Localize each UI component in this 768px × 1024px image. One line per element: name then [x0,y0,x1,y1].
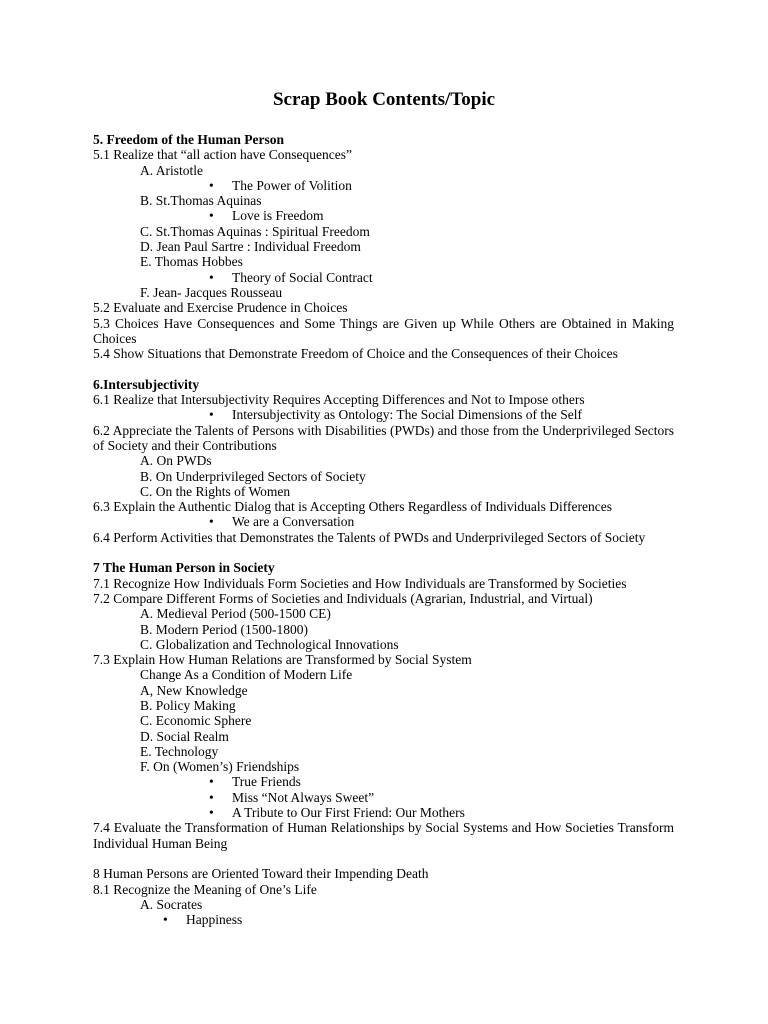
item-7-3-f: F. On (Women’s) Friendships [140,759,300,775]
bullet-item: • Intersubjectivity as Ontology: The Social Dimensions of the Self [209,407,582,423]
section-7-heading: 7 The Human Person in Society [93,560,275,576]
bullet-icon: • [163,912,168,928]
item-7-3-d: D. Social Realm [140,728,229,744]
item-6-2-c: C. On the Rights of Women [140,483,291,499]
bullet-item: • Theory of Social Contract [209,269,373,285]
bullet-icon: • [209,177,214,193]
item-5-4: 5.4 Show Situations that Demonstrate Freedom of Choice and the Consequences of their Choices [93,346,618,362]
section-6-heading: 6.Intersubjectivity [93,376,200,392]
item-7-3-b: B. Policy Making [140,697,236,713]
item-7-3-c: C. Economic Sphere [140,713,252,729]
item-5-1-e: E. Thomas Hobbes [140,254,243,270]
bullet-icon: • [209,514,214,530]
item-5-1-a: A. Aristotle [140,162,203,178]
bullet-icon: • [209,407,214,423]
bullet-icon: • [209,269,214,285]
item-7-2: 7.2 Compare Different Forms of Societies and Individuals (Agrarian, Industrial, and Virtual) [93,590,593,606]
document-body [93,132,674,927]
bullet-item: • Miss “Not Always Sweet” [209,789,375,805]
item-7-1: 7.1 Recognize How Individuals Form Societies and How Individuals are Transformed by Societies [93,575,627,591]
item-5-1-d: D. Jean Paul Sartre : Individual Freedom [140,239,361,255]
section-5-heading: 5. Freedom of the Human Person [93,132,284,147]
item-6-3: 6.3 Explain the Authentic Dialog that is Accepting Others Regardless of Individuals Differences [93,499,612,515]
bullet-item: • We are a Conversation [209,514,355,530]
item-7-2-b: B. Modern Period (1500-1800) [140,621,308,637]
page-title: Scrap Book Contents/Topic [272,89,496,110]
item-7-3-sub: Change As a Condition of Modern Life [140,667,353,683]
item-6-2: 6.2 Appreciate the Talents of Persons with Disabilities (PWDs) and those from the Underprivileged Sectors of Society and their Contributions [93,422,674,453]
item-6-2-a: A. On PWDs [140,453,212,469]
bullet-item: • A Tribute to Our First Friend: Our Mothers [209,805,465,821]
item-7-3: 7.3 Explain How Human Relations are Transformed by Social System [93,652,472,668]
item-5-1-f: F. Jean- Jacques Rousseau [140,284,283,300]
item-8-1-a: A. Socrates [140,896,203,912]
item-5-1: 5.1 Realize that “all action have Consequences” [93,147,353,163]
item-5-1-c: C. St.Thomas Aquinas : Spiritual Freedom [140,223,370,239]
item-6-1: 6.1 Realize that Intersubjectivity Requires Accepting Differences and Not to Impose others [93,392,585,408]
bullet-icon: • [209,774,214,790]
bullet-icon: • [209,805,214,821]
bullet-item: • True Friends [209,774,301,790]
item-5-2: 5.2 Evaluate and Exercise Prudence in Choices [93,300,348,316]
item-5-3: 5.3 Choices Have Consequences and Some Things are Given up While Others are Obtained in Making Choices [93,315,674,346]
item-7-2-c: C. Globalization and Technological Innovations [140,636,399,652]
item-5-1-b: B. St.Thomas Aquinas [140,193,262,209]
item-6-2-b: B. On Underprivileged Sectors of Society [140,468,366,484]
item-7-4: 7.4 Evaluate the Transformation of Human Relationships by Social Systems and How Societies Transform Individual Human Being [93,820,674,851]
item-7-2-a: A. Medieval Period (500-1500 CE) [140,606,331,622]
item-8-1: 8.1 Recognize the Meaning of One’s Life [93,881,317,897]
bullet-icon: • [209,789,214,805]
bullet-item: • The Power of Volition [209,177,352,193]
section-8-heading: 8 Human Persons are Oriented Toward their Impending Death [93,866,429,882]
bullet-item: • Happiness [163,912,243,928]
item-7-3-a: A, New Knowledge [140,682,248,698]
bullet-icon: • [209,208,214,224]
item-7-3-e: E. Technology [140,743,219,759]
bullet-item: • Love is Freedom [209,208,324,224]
item-6-4: 6.4 Perform Activities that Demonstrates the Talents of PWDs and Underprivileged Sectors of Society [93,529,646,545]
